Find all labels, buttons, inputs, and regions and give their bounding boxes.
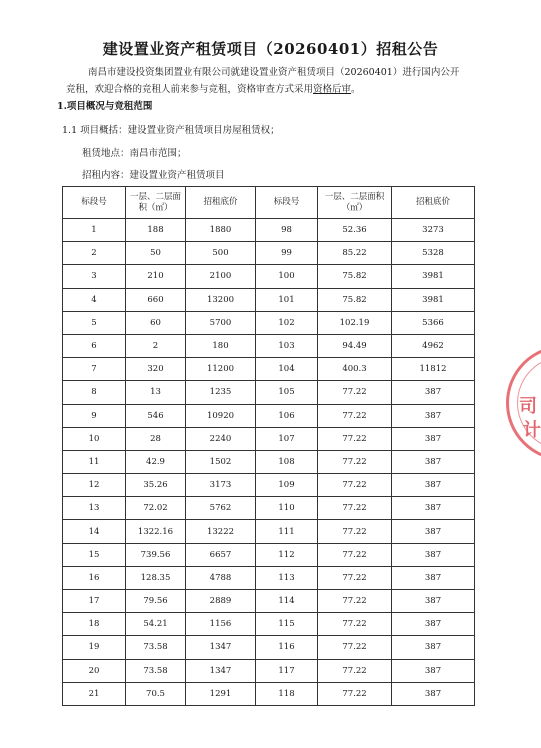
table-row bbox=[63, 474, 475, 497]
header-lot-no-2: 标段号 bbox=[256, 187, 318, 219]
section-heading: 1.项目概况与竞租范围 bbox=[57, 101, 153, 112]
cell-lot-no: 8 bbox=[63, 381, 126, 404]
cell-area: 60 bbox=[126, 311, 186, 334]
cell-area: 79.56 bbox=[126, 590, 186, 613]
header-reserve-price-2: 招租底价 bbox=[392, 187, 475, 219]
cell-area-2: 77.22 bbox=[318, 427, 392, 450]
seal-glyph: 计 bbox=[523, 420, 541, 441]
intro-paragraph bbox=[66, 64, 466, 98]
cell-reserve-price: 11200 bbox=[186, 358, 256, 381]
cell-area-2: 77.22 bbox=[318, 404, 392, 427]
cell-area-2: 77.22 bbox=[318, 682, 392, 705]
table-row bbox=[63, 659, 475, 682]
cell-reserve-price-2: 11812 bbox=[392, 358, 475, 381]
table-row bbox=[63, 219, 475, 242]
cell-area-2: 52.36 bbox=[318, 219, 392, 242]
cell-reserve-price: 5700 bbox=[186, 311, 256, 334]
cell-lot-no-2: 104 bbox=[256, 358, 318, 381]
cell-lot-no: 5 bbox=[63, 311, 126, 334]
cell-reserve-price-2: 387 bbox=[392, 381, 475, 404]
cell-reserve-price: 1880 bbox=[186, 219, 256, 242]
cell-lot-no-2: 116 bbox=[256, 636, 318, 659]
cell-reserve-price: 2889 bbox=[186, 590, 256, 613]
cell-lot-no-2: 103 bbox=[256, 334, 318, 357]
cell-reserve-price-2: 3273 bbox=[392, 219, 475, 242]
table-body bbox=[63, 219, 475, 706]
cell-area-2: 77.22 bbox=[318, 520, 392, 543]
cell-lot-no: 6 bbox=[63, 334, 126, 357]
cell-lot-no-2: 118 bbox=[256, 682, 318, 705]
cell-lot-no-2: 102 bbox=[256, 311, 318, 334]
cell-reserve-price-2: 387 bbox=[392, 543, 475, 566]
cell-area: 13 bbox=[126, 381, 186, 404]
cell-area: 1322.16 bbox=[126, 520, 186, 543]
cell-reserve-price-2: 387 bbox=[392, 474, 475, 497]
cell-reserve-price: 13200 bbox=[186, 288, 256, 311]
cell-area: 210 bbox=[126, 265, 186, 288]
cell-reserve-price-2: 387 bbox=[392, 566, 475, 589]
cell-reserve-price-2: 5328 bbox=[392, 242, 475, 265]
cell-area-2: 77.22 bbox=[318, 450, 392, 473]
lease-location: 租赁地点：南昌市范围； bbox=[82, 148, 187, 159]
cell-lot-no: 3 bbox=[63, 265, 126, 288]
cell-lot-no: 19 bbox=[63, 636, 126, 659]
cell-area: 128.35 bbox=[126, 566, 186, 589]
cell-lot-no-2: 114 bbox=[256, 590, 318, 613]
cell-lot-no-2: 112 bbox=[256, 543, 318, 566]
official-seal-icon bbox=[506, 345, 541, 461]
cell-lot-no-2: 99 bbox=[256, 242, 318, 265]
cell-area-2: 77.22 bbox=[318, 543, 392, 566]
cell-lot-no: 14 bbox=[63, 520, 126, 543]
cell-reserve-price: 1502 bbox=[186, 450, 256, 473]
cell-area: 73.58 bbox=[126, 659, 186, 682]
page-title: 建设置业资产租赁项目（20260401）招租公告 bbox=[102, 40, 439, 58]
table-header-row bbox=[63, 187, 475, 219]
cell-area-2: 75.82 bbox=[318, 265, 392, 288]
cell-area: 50 bbox=[126, 242, 186, 265]
cell-reserve-price: 180 bbox=[186, 334, 256, 357]
cell-reserve-price-2: 5366 bbox=[392, 311, 475, 334]
cell-area-2: 77.22 bbox=[318, 381, 392, 404]
cell-lot-no: 11 bbox=[63, 450, 126, 473]
cell-lot-no: 10 bbox=[63, 427, 126, 450]
lease-content: 招租内容：建设置业资产租赁项目 bbox=[82, 170, 225, 181]
cell-reserve-price-2: 4962 bbox=[392, 334, 475, 357]
cell-lot-no: 20 bbox=[63, 659, 126, 682]
cell-lot-no-2: 106 bbox=[256, 404, 318, 427]
cell-reserve-price: 3173 bbox=[186, 474, 256, 497]
table-row bbox=[63, 590, 475, 613]
cell-reserve-price-2: 387 bbox=[392, 590, 475, 613]
cell-reserve-price: 6657 bbox=[186, 543, 256, 566]
intro-text: 南昌市建设投资集团置业有限公司就建设置业资产租赁项目（20260401）进行国内公开竞租，欢迎合格的竞租人前来参与竞租，资格审查方式采用 bbox=[66, 67, 460, 95]
cell-lot-no: 4 bbox=[63, 288, 126, 311]
cell-reserve-price: 2240 bbox=[186, 427, 256, 450]
cell-area-2: 77.22 bbox=[318, 590, 392, 613]
cell-lot-no: 7 bbox=[63, 358, 126, 381]
cell-lot-no-2: 109 bbox=[256, 474, 318, 497]
cell-lot-no-2: 107 bbox=[256, 427, 318, 450]
header-lot-no: 标段号 bbox=[63, 187, 126, 219]
cell-lot-no: 9 bbox=[63, 404, 126, 427]
table-row bbox=[63, 404, 475, 427]
cell-area-2: 102.19 bbox=[318, 311, 392, 334]
cell-area: 2 bbox=[126, 334, 186, 357]
table-row bbox=[63, 242, 475, 265]
cell-lot-no-2: 117 bbox=[256, 659, 318, 682]
cell-lot-no: 16 bbox=[63, 566, 126, 589]
table-row bbox=[63, 497, 475, 520]
table-row bbox=[63, 613, 475, 636]
table-row bbox=[63, 265, 475, 288]
table-row bbox=[63, 334, 475, 357]
lots-table bbox=[62, 186, 475, 706]
table-row bbox=[63, 520, 475, 543]
cell-area: 546 bbox=[126, 404, 186, 427]
seal-glyph: 司 bbox=[519, 396, 537, 417]
cell-area-2: 400.3 bbox=[318, 358, 392, 381]
cell-reserve-price: 13222 bbox=[186, 520, 256, 543]
cell-area-2: 77.22 bbox=[318, 497, 392, 520]
cell-lot-no-2: 100 bbox=[256, 265, 318, 288]
cell-reserve-price-2: 387 bbox=[392, 450, 475, 473]
cell-area-2: 77.22 bbox=[318, 636, 392, 659]
cell-area: 54.21 bbox=[126, 613, 186, 636]
header-reserve-price: 招租底价 bbox=[186, 187, 256, 219]
cell-reserve-price: 1156 bbox=[186, 613, 256, 636]
cell-area: 28 bbox=[126, 427, 186, 450]
cell-lot-no-2: 110 bbox=[256, 497, 318, 520]
cell-area: 739.56 bbox=[126, 543, 186, 566]
table-row bbox=[63, 381, 475, 404]
cell-area-2: 77.22 bbox=[318, 474, 392, 497]
cell-reserve-price-2: 387 bbox=[392, 404, 475, 427]
cell-area-2: 94.49 bbox=[318, 334, 392, 357]
cell-lot-no-2: 98 bbox=[256, 219, 318, 242]
cell-area-2: 85.22 bbox=[318, 242, 392, 265]
table-row bbox=[63, 450, 475, 473]
cell-reserve-price: 1291 bbox=[186, 682, 256, 705]
cell-area: 70.5 bbox=[126, 682, 186, 705]
cell-area-2: 75.82 bbox=[318, 288, 392, 311]
cell-area: 660 bbox=[126, 288, 186, 311]
cell-reserve-price: 1347 bbox=[186, 636, 256, 659]
cell-lot-no: 13 bbox=[63, 497, 126, 520]
cell-lot-no: 18 bbox=[63, 613, 126, 636]
cell-lot-no-2: 115 bbox=[256, 613, 318, 636]
cell-area: 35.26 bbox=[126, 474, 186, 497]
cell-reserve-price-2: 387 bbox=[392, 497, 475, 520]
cell-lot-no-2: 101 bbox=[256, 288, 318, 311]
cell-reserve-price-2: 387 bbox=[392, 659, 475, 682]
cell-lot-no: 2 bbox=[63, 242, 126, 265]
cell-lot-no-2: 108 bbox=[256, 450, 318, 473]
cell-area: 73.58 bbox=[126, 636, 186, 659]
cell-lot-no: 21 bbox=[63, 682, 126, 705]
cell-lot-no: 15 bbox=[63, 543, 126, 566]
cell-lot-no-2: 113 bbox=[256, 566, 318, 589]
cell-reserve-price: 4788 bbox=[186, 566, 256, 589]
cell-area: 42.9 bbox=[126, 450, 186, 473]
cell-area-2: 77.22 bbox=[318, 659, 392, 682]
cell-reserve-price-2: 387 bbox=[392, 613, 475, 636]
cell-reserve-price-2: 387 bbox=[392, 682, 475, 705]
table-row bbox=[63, 566, 475, 589]
cell-reserve-price-2: 387 bbox=[392, 636, 475, 659]
cell-reserve-price-2: 387 bbox=[392, 520, 475, 543]
table-row bbox=[63, 288, 475, 311]
cell-reserve-price: 500 bbox=[186, 242, 256, 265]
cell-reserve-price: 1235 bbox=[186, 381, 256, 404]
intro-end: 。 bbox=[351, 84, 361, 95]
table-row bbox=[63, 543, 475, 566]
cell-reserve-price: 5762 bbox=[186, 497, 256, 520]
header-area-2: 一层、二层面积（㎡） bbox=[318, 187, 392, 219]
cell-reserve-price-2: 3981 bbox=[392, 265, 475, 288]
cell-lot-no-2: 105 bbox=[256, 381, 318, 404]
cell-area: 72.02 bbox=[126, 497, 186, 520]
table-row bbox=[63, 636, 475, 659]
cell-reserve-price-2: 3981 bbox=[392, 288, 475, 311]
table-row bbox=[63, 311, 475, 334]
cell-reserve-price: 2100 bbox=[186, 265, 256, 288]
cell-lot-no: 17 bbox=[63, 590, 126, 613]
cell-area: 320 bbox=[126, 358, 186, 381]
cell-area-2: 77.22 bbox=[318, 566, 392, 589]
cell-lot-no-2: 111 bbox=[256, 520, 318, 543]
project-overview: 1.1 项目概括：建设置业资产租赁项目房屋租赁权； bbox=[62, 125, 280, 136]
review-method: 资格后审 bbox=[313, 84, 352, 95]
cell-reserve-price-2: 387 bbox=[392, 427, 475, 450]
cell-reserve-price: 10920 bbox=[186, 404, 256, 427]
header-area: 一层、二层面积（㎡） bbox=[126, 187, 186, 219]
cell-lot-no: 12 bbox=[63, 474, 126, 497]
cell-area-2: 77.22 bbox=[318, 613, 392, 636]
cell-area: 188 bbox=[126, 219, 186, 242]
table-row bbox=[63, 682, 475, 705]
table-row bbox=[63, 427, 475, 450]
cell-reserve-price: 1347 bbox=[186, 659, 256, 682]
table-row bbox=[63, 358, 475, 381]
cell-lot-no: 1 bbox=[63, 219, 126, 242]
